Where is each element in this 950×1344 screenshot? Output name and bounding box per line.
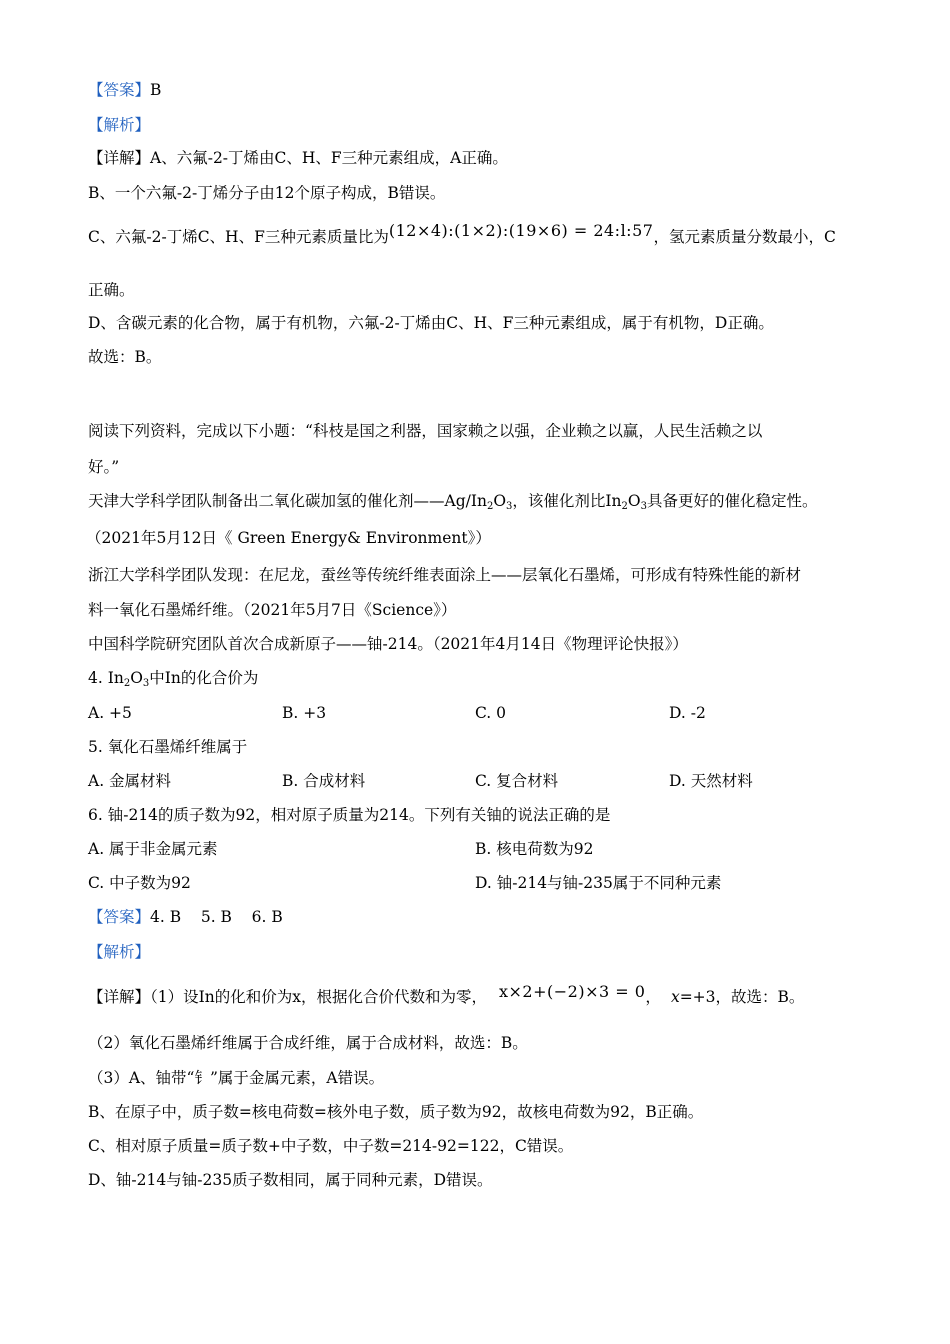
q6-option-a: A. 属于非金属元素 (88, 840, 218, 858)
detail-1-var: x (670, 988, 680, 1006)
conclusion-1: 故选：B。 (88, 348, 162, 366)
detail-line-3b: B、在原子中，质子数=核电荷数=核外电子数，质子数为92，故核电荷数为92，B正确。 (88, 1103, 704, 1121)
q4-option-c: C. 0 (475, 704, 507, 722)
detail-1-pre: （1）设In的化和价为x，根据化合价代数和为零， (150, 988, 487, 1006)
answer-line-1 (88, 79, 161, 101)
tianjin-paragraph (88, 490, 818, 512)
detail-tag: 【详解】 (88, 149, 151, 167)
q6-option-b: B. 核电荷数为92 (475, 840, 594, 858)
detail-c-pre: C、六氟-2-丁烯C、H、F三种元素质量比为 (88, 228, 389, 246)
reading-intro-line-2: 好。” (88, 458, 120, 476)
tianjin-date: （2021年5月12日《 Green Energy& Environment》） (86, 529, 491, 547)
valence-equation: x×2+(−2)×3 = 0 (498, 982, 646, 1001)
question-5-stem: 5. 氧化石墨烯纤维属于 (88, 738, 248, 756)
tianjin-text-3: ，该催化剂比In (512, 492, 622, 510)
q4-text-1: 4. In (88, 669, 124, 687)
detail-line-1 (88, 982, 805, 1008)
q4-option-d: D. -2 (669, 704, 706, 722)
detail-line-2: （2）氧化石墨烯纤维属于合成纤维，属于合成材料，故选：B。 (88, 1034, 528, 1052)
detail-line-3: （3）A、铀带“钅”属于金属元素，A错误。 (88, 1069, 385, 1087)
q5-option-d: D. 天然材料 (669, 772, 753, 790)
detail-1-post: =+3，故选：B。 (679, 988, 805, 1006)
answer-line-2 (88, 906, 283, 928)
q4-option-b: B. +3 (282, 704, 327, 722)
tianjin-sub-3: 2 (621, 501, 628, 512)
mass-ratio-formula: (12×4):(1×2):(19×6) = 24:l:57 (388, 221, 654, 240)
detail-1-comma: ， (645, 988, 661, 1006)
reading-intro-line-1: 阅读下列资料，完成以下小题：“科枝是国之利器，国家赖之以强，企业赖之以赢，人民生活赖之以 (88, 422, 763, 440)
q6-option-d: D. 铀-214与铀-235属于不同种元素 (475, 874, 722, 892)
tianjin-text-4: O (627, 492, 641, 510)
zhejiang-line-2: 料一氧化石墨烯纤维。（2021年5月7日《Science》） (88, 601, 457, 619)
q4-text-3: 中In的化合价为 (149, 669, 259, 687)
q4-sub-2: 3 (142, 678, 150, 689)
detail-tag-2: 【详解】 (88, 988, 151, 1006)
tianjin-text-2: O (493, 492, 507, 510)
detail-line-b: B、一个六氟-2-丁烯分子由12个原子构成，B错误。 (88, 184, 446, 202)
cas-line: 中国科学院研究团队首次合成新原子——铀-214。（2021年4月14日《物理评论快报》） (88, 635, 688, 653)
q4-sub-1: 2 (123, 678, 131, 689)
detail-a-text: A、六氟-2-丁烯由C、H、F三种元素组成，A正确。 (150, 149, 508, 167)
detail-c-post: ，氢元素质量分数最小，C (653, 228, 836, 246)
answer-tag-2: 【答案】 (88, 908, 151, 926)
detail-line-d: D、含碳元素的化合物，属于有机物，六氟-2-丁烯由C、H、F三种元素组成，属于有机物，D正确。 (88, 314, 774, 332)
tianjin-text-1: 天津大学科学团队制备出二氧化碳加氢的催化剂——Ag/In (88, 492, 487, 510)
detail-line-a (88, 147, 508, 169)
analysis-tag: 【解析】 (88, 116, 151, 134)
detail-line-c-cont: 正确。 (88, 281, 135, 299)
q5-option-c: C. 复合材料 (475, 772, 559, 790)
detail-line-3c: C、相对原子质量=质子数+中子数，中子数=214-92=122，C错误。 (88, 1137, 574, 1155)
question-6-stem: 6. 铀-214的质子数为92，相对原子质量为214。下列有关铀的说法正确的是 (88, 806, 611, 824)
tianjin-sub-4: 3 (640, 501, 647, 512)
q4-option-a: A. +5 (88, 704, 132, 722)
q6-option-c: C. 中子数为92 (88, 874, 191, 892)
tianjin-text-5: 具备更好的催化稳定性。 (647, 492, 818, 510)
q4-text-2: O (130, 669, 143, 687)
answer-value: B (150, 81, 162, 99)
q5-option-b: B. 合成材料 (282, 772, 366, 790)
detail-line-3d: D、铀-214与铀-235质子数相同，属于同种元素，D错误。 (88, 1171, 493, 1189)
detail-line-c (88, 221, 836, 248)
analysis-tag-2: 【解析】 (88, 943, 151, 961)
question-4-stem (88, 667, 258, 689)
answer-tag: 【答案】 (88, 81, 151, 99)
q5-option-a: A. 金属材料 (88, 772, 172, 790)
answer-values-2: 4. B 5. B 6. B (150, 908, 283, 926)
tianjin-sub-1: 2 (486, 501, 494, 512)
tianjin-sub-2: 3 (506, 501, 513, 512)
zhejiang-line-1: 浙江大学科学团队发现：在尼龙，蚕丝等传统纤维表面涂上——层氧化石墨烯，可形成有特殊性能的新材 (88, 566, 802, 584)
